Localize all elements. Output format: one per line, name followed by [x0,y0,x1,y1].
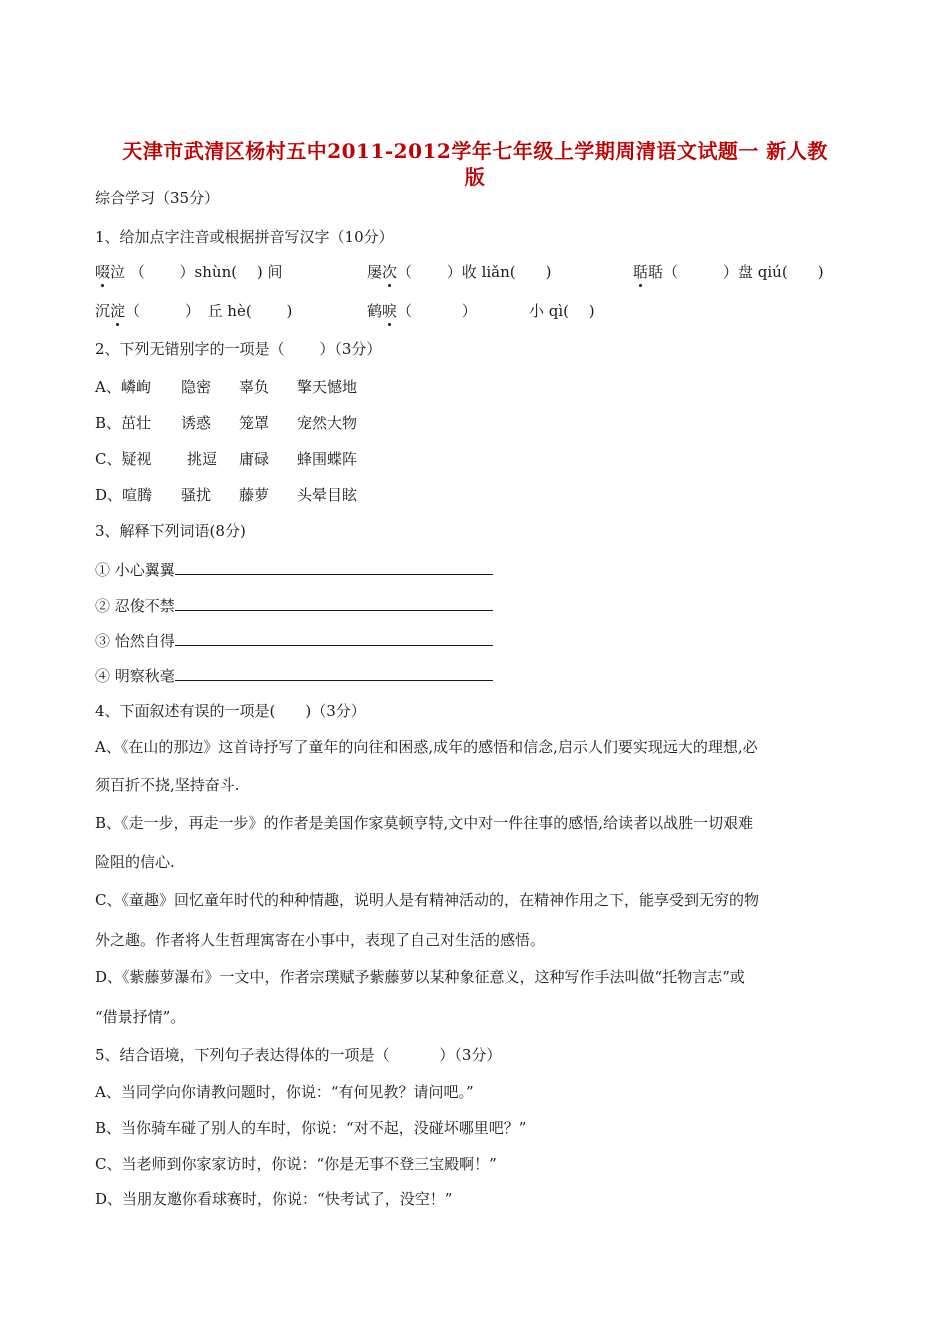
q4-line: “借景抒情”。 [95,1008,186,1026]
dotted-char: 淀 [110,302,126,320]
dotted-char: 聒 [633,263,649,281]
q1-item: 屡次（ ）收 liǎn( ) [367,263,552,281]
option-word: 诱惑 [181,414,212,432]
q2-option-a [95,377,357,397]
section-heading: 综合学习（35分） [95,189,220,207]
q1-stem: 1、给加点字注音或根据拼音写汉字（10分） [95,228,394,246]
option-word: 挑逗 [187,450,218,468]
option-word: 骚扰 [181,486,212,504]
option-word: D、喧腾 [95,486,153,504]
q2-option-d [95,485,357,505]
option-word: 庸碌 [239,450,270,468]
term-label: ① 小心翼翼 [95,561,175,579]
q1-row-2 [95,301,595,321]
option-word: B、茁壮 [95,414,152,432]
option-word: 藤萝 [239,486,270,504]
q1-item: 啜泣 （ ）shùn( ) 间 [95,263,283,281]
option-word: 隐密 [181,378,212,396]
q4-line: 外之趣。作者将人生哲理寓寄在小事中，表现了自己对生活的感悟。 [95,931,546,949]
q5-option-a: A、当同学向你请教问题时，你说：“有何见教？请问吧。” [95,1083,474,1101]
q2-option-c [95,449,357,469]
option-word: 宠然大物 [297,414,358,432]
document-title-line-2: 版 [464,165,486,189]
q4-line: D、《紫藤萝瀑布》一文中，作者宗璞赋予紫藤萝以某种象征意义，这种写作手法叫做“托物言志”或 [95,968,745,986]
q1-item: 鹤唳（ ） [367,302,477,320]
q4-line: C、《童趣》回忆童年时代的种种情趣，说明人是有精神活动的，在精神作用之下，能享受到无穷的物 [95,891,759,909]
q2-stem: 2、下列无错别字的一项是（ ）（3分） [95,340,382,358]
q5-option-c: C、当老师到你家家访时，你说：“你是无事不登三宝殿啊！” [95,1155,497,1173]
document-title-line-1: 天津市武清区杨村五中2011-2012学年七年级上学期周清语文试题一 新人教 [122,139,828,163]
dotted-char: 唳 [382,302,398,320]
q5-stem: 5、结合语境，下列句子表达得体的一项是（ ）（3分） [95,1046,502,1064]
q5-option-b: B、当你骑车碰了别人的车时，你说：“对不起，没碰坏哪里吧？” [95,1119,527,1137]
q3-stem: 3、解释下列词语(8分) [95,522,246,540]
option-word: A、嶙峋 [95,378,151,396]
q4-stem: 4、下面叙述有误的一项是( )（3分） [95,702,366,720]
q1-item: 小 qì( ) [529,302,595,320]
option-word: 辜负 [239,378,270,396]
q2-option-b [95,413,357,433]
option-word: 蜂围蝶阵 [297,450,358,468]
q3-item-3 [95,629,493,651]
option-word: 擎天憾地 [297,378,358,396]
q1-item: 沉淀（ ） 丘 hè( ) [95,302,293,320]
q3-item-1 [95,558,493,580]
option-word: 头晕目眩 [297,486,358,504]
q4-line: B、《走一步，再走一步》的作者是美国作家莫顿亨特,文中对一件往事的感悟,给读者以战胜一切艰难 [95,814,754,832]
answer-line[interactable] [175,558,493,575]
dotted-char: 次 [382,263,398,281]
q1-row-1 [95,262,824,282]
term-label: ④ 明察秋毫 [95,667,175,685]
q4-line: 须百折不挠,坚持奋斗. [95,776,240,794]
q3-item-4 [95,664,493,686]
q1-item: 聒聒（ ）盘 qiú( ) [633,263,824,281]
q4-line: A、《在山的那边》这首诗抒写了童年的向往和困惑,成年的感悟和信念,启示人们要实现远大的理想,必 [95,738,758,756]
option-word: 笼罩 [239,414,270,432]
answer-line[interactable] [175,629,493,646]
term-label: ② 忍俊不禁 [95,597,175,615]
q3-item-2 [95,594,493,616]
answer-line[interactable] [175,594,493,611]
answer-line[interactable] [175,664,493,681]
q5-option-d: D、当朋友邀你看球赛时，你说：“快考试了，没空！” [95,1190,453,1208]
dotted-char: 啜 [95,263,111,281]
option-word: C、疑视 [95,450,152,468]
q4-line: 险阻的信心. [95,853,175,871]
term-label: ③ 怡然自得 [95,632,175,650]
